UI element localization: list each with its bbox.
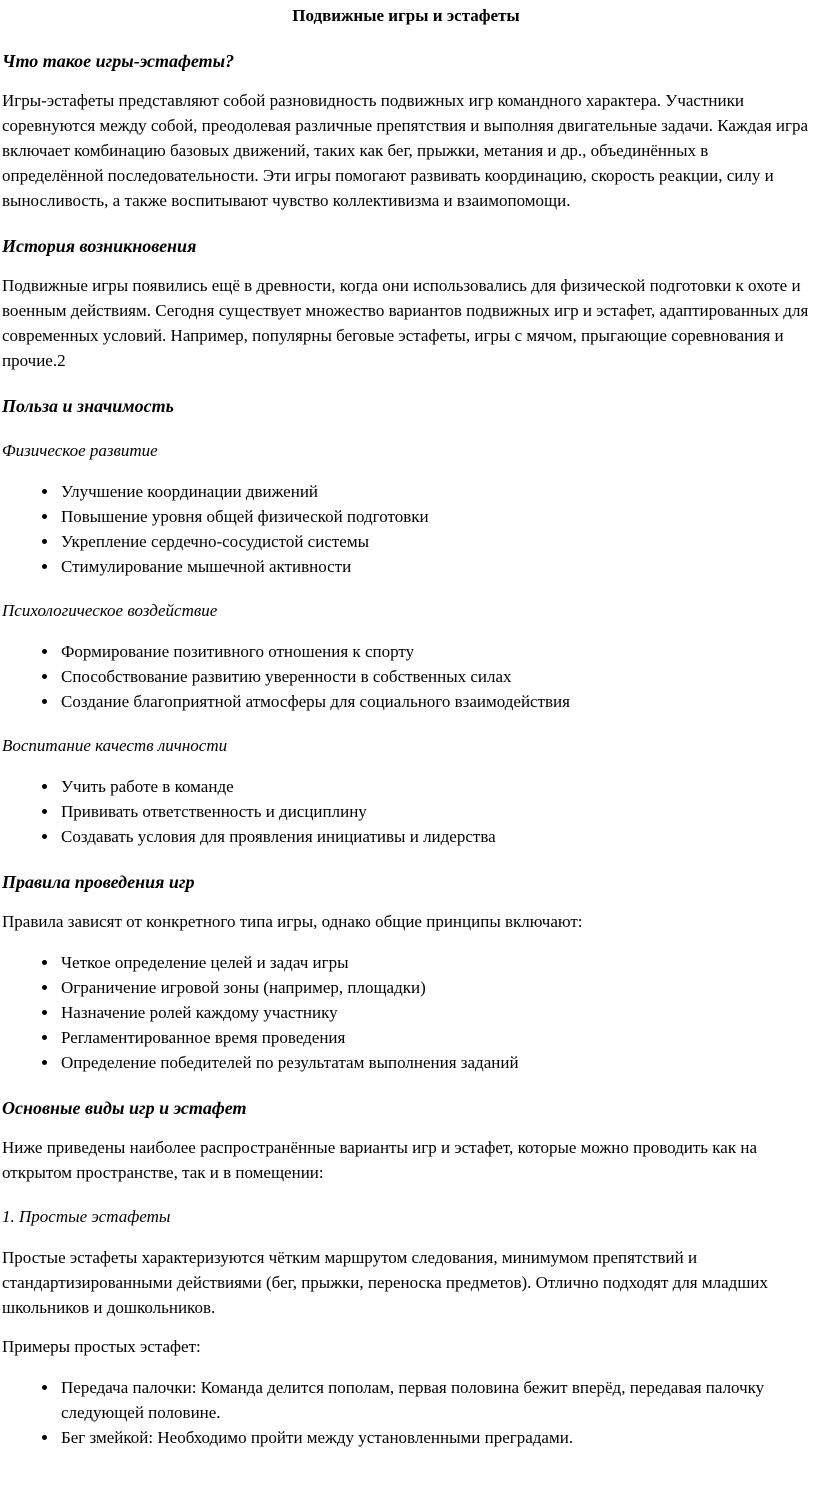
heading-main-game-types: Основные виды игр и эстафет [2, 1098, 247, 1118]
subheading-physical-development: Физическое развитие [2, 441, 158, 460]
subheading-personality-qualities: Воспитание качеств личности [2, 736, 228, 755]
list-item: • Четкое определение целей и задач игры [59, 950, 810, 975]
list-item: • Способствование развитию уверенности в собственных силах [59, 664, 810, 689]
paragraph-game-rules-intro: Правила зависят от конкретного типа игры, однако общие принципы включают: [2, 912, 583, 931]
list-item: • Учить работе в команде [59, 774, 810, 799]
list-item: • Бег змейкой: Необходимо пройти между установленными преградами. [59, 1425, 810, 1450]
list-physical-development [2, 479, 810, 579]
list-item: • Стимулирование мышечной активности [59, 554, 810, 579]
heading-history: История возникновения [2, 236, 197, 256]
subheading-simple-relays: 1. Простые эстафеты [2, 1207, 171, 1226]
list-item: • Формирование позитивного отношения к спорту [59, 639, 810, 664]
list-item: • Прививать ответственность и дисциплину [59, 799, 810, 824]
heading-game-rules: Правила проведения игр [2, 872, 195, 892]
doc-title: Подвижные игры и эстафеты [292, 6, 520, 25]
list-item: • Передача палочки: Команда делится пополам, первая половина бежит вперёд, передавая палочку следующей половине. [59, 1375, 810, 1425]
list-item: • Создание благоприятной атмосферы для социального взаимодействия [59, 689, 810, 714]
heading-what-are-relay-games: Что такое игры-эстафеты? [2, 51, 235, 71]
list-item: • Регламентированное время проведения [59, 1025, 810, 1050]
list-item: • Повышение уровня общей физической подготовки [59, 504, 810, 529]
list-simple-relay-examples [2, 1375, 810, 1450]
paragraph-main-game-types-intro: Ниже приведены наиболее распространённые варианты игр и эстафет, которые можно проводить как на открытом пространстве, так и в помещении: [2, 1138, 757, 1182]
subheading-psychological-impact: Психологическое воздействие [2, 601, 218, 620]
paragraph-history: Подвижные игры появились ещё в древности, когда они использовались для физической подготовки к охоте и военным действиям. Сегодня существует множество вариантов подвижных игр и эстафет, адаптированных для современных условий. Например, популярны беговые эстафеты, игры с мячом, прыгающие соревнования и прочие.2 [2, 276, 809, 370]
list-game-rules [2, 950, 810, 1075]
list-psychological-impact [2, 639, 810, 714]
list-item: • Назначение ролей каждому участнику [59, 1000, 810, 1025]
list-item: • Создавать условия для проявления инициативы и лидерства [59, 824, 810, 849]
heading-benefits: Польза и значимость [2, 396, 174, 416]
list-personality-qualities [2, 774, 810, 849]
list-item: • Укрепление сердечно-сосудистой системы [59, 529, 810, 554]
list-item: • Определение победителей по результатам выполнения заданий [59, 1050, 810, 1075]
list-item: • Ограничение игровой зоны (например, площадки) [59, 975, 810, 1000]
paragraph-simple-relays: Простые эстафеты характеризуются чётким маршрутом следования, минимумом препятствий и стандартизированными действиями (бег, прыжки, переноска предметов). Отлично подходят для младших школьников и дошкольников. [2, 1248, 769, 1317]
list-item: • Улучшение координации движений [59, 479, 810, 504]
paragraph-simple-relays-examples-label: Примеры простых эстафет: [2, 1337, 201, 1356]
paragraph-what-are-relay-games: Игры-эстафеты представляют собой разновидность подвижных игр командного характера. Участники соревнуются между собой, преодолевая различные препятствия и выполняя двигательные задачи. Каждая игра включает комбинацию базовых движений, таких как бег, прыжки, метания и др., объединённых в определённой последовательности. Эти игры помогают развивать координацию, скорость реакции, силу и выносливость, а также воспитывают чувство коллективизма и взаимопомощи. [2, 91, 809, 210]
